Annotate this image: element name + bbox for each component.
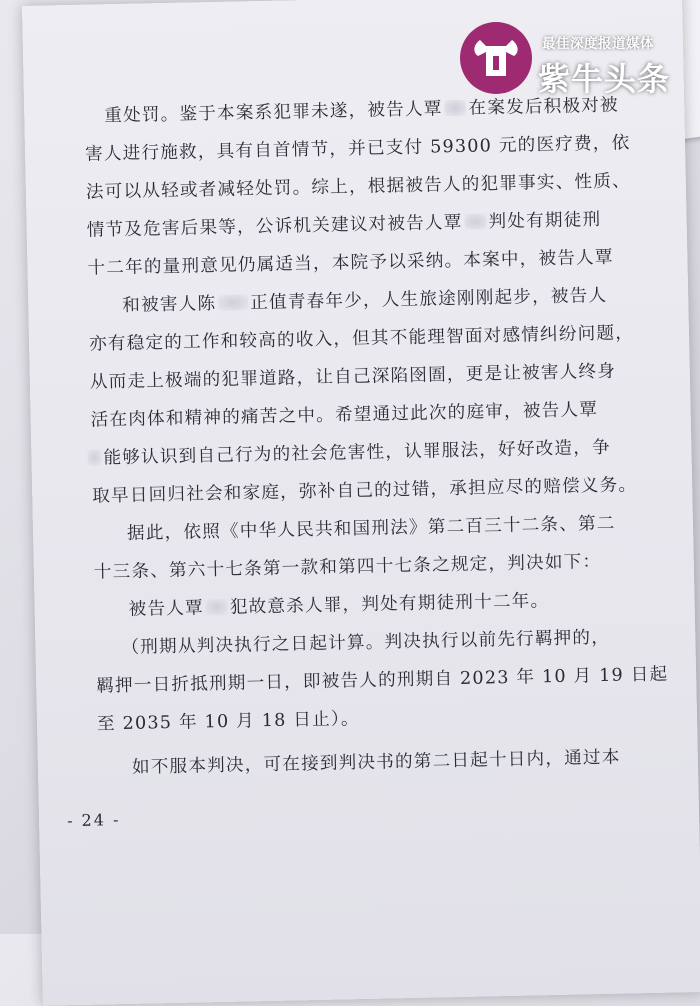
redaction <box>464 213 486 229</box>
text-line: 重处罚。鉴于本案系犯罪未遂，被告人覃 在案发后积极对被 <box>104 95 620 127</box>
watermark-tagline: 最佳深度报道媒体 <box>542 36 654 52</box>
text-line: 取早日回归社会和家庭，弥补自己的过错，承担应尽的赔偿义务。 <box>92 475 638 507</box>
redaction <box>206 599 228 615</box>
text-line: 能够认识到自己行为的社会危害性，认罪服法，好好改造，争 <box>87 431 700 469</box>
redaction <box>87 449 101 465</box>
text-line: 和被害人陈 正值青春年少，人生旅途刚刚起步，被告人 <box>122 285 608 316</box>
text-line: 活在肉体和精神的痛苦之中。希望通过此次的庭审，被告人覃 <box>90 400 599 431</box>
redaction <box>218 294 248 311</box>
text-line: 十三条、第六十七条第一款和第四十七条之规定，判决如下： <box>93 551 602 583</box>
page-number: - 24 - <box>66 810 121 831</box>
text-line: 如不服本判决，可在接到判决书的第二日起十日内，通过本 <box>131 747 621 778</box>
watermark-logo-icon <box>460 22 532 94</box>
text-line: 被告人覃 犯故意杀人罪，判处有期徒刑十二年。 <box>128 591 550 620</box>
text-line: 十二年的量刑意见仍属适当，本院予以采纳。本案中，被告人覃 <box>87 247 614 279</box>
text-line: 羁押一日折抵刑期一日，即被告人的刑期自 2023 年 10 月 19 日起 <box>96 664 669 697</box>
text-line: （刑期从判决执行之日起计算。判决执行以前先行羁押的， <box>121 627 611 659</box>
document-page <box>22 0 700 1006</box>
redaction <box>444 100 466 116</box>
watermark-name: 紫牛头条 <box>538 60 671 98</box>
text-line: 害人进行施救，具有自首情节，并已支付 59300 元的医疗费，依 <box>84 133 631 165</box>
text-line: 情节及危害后果等，公诉机关建议对被告人覃 判处有期徒刑 <box>86 209 602 241</box>
watermark-logo <box>460 22 690 98</box>
text-line: 至 2035 年 10 月 18 日止）。 <box>96 709 360 735</box>
text-line: 亦有稳定的工作和较高的收入，但其不能理智面对感情纠纷问题， <box>88 323 635 355</box>
text-line: 从而走上极端的犯罪道路，让自己深陷囹圄，更是让被害人终身 <box>89 361 617 393</box>
text-line: 据此，依照《中华人民共和国刑法》第二百三十二条、第二 <box>126 513 616 544</box>
text-line: 法可以从轻或者减轻处罚。综上，根据被告人的犯罪事实、性质、 <box>85 171 632 203</box>
